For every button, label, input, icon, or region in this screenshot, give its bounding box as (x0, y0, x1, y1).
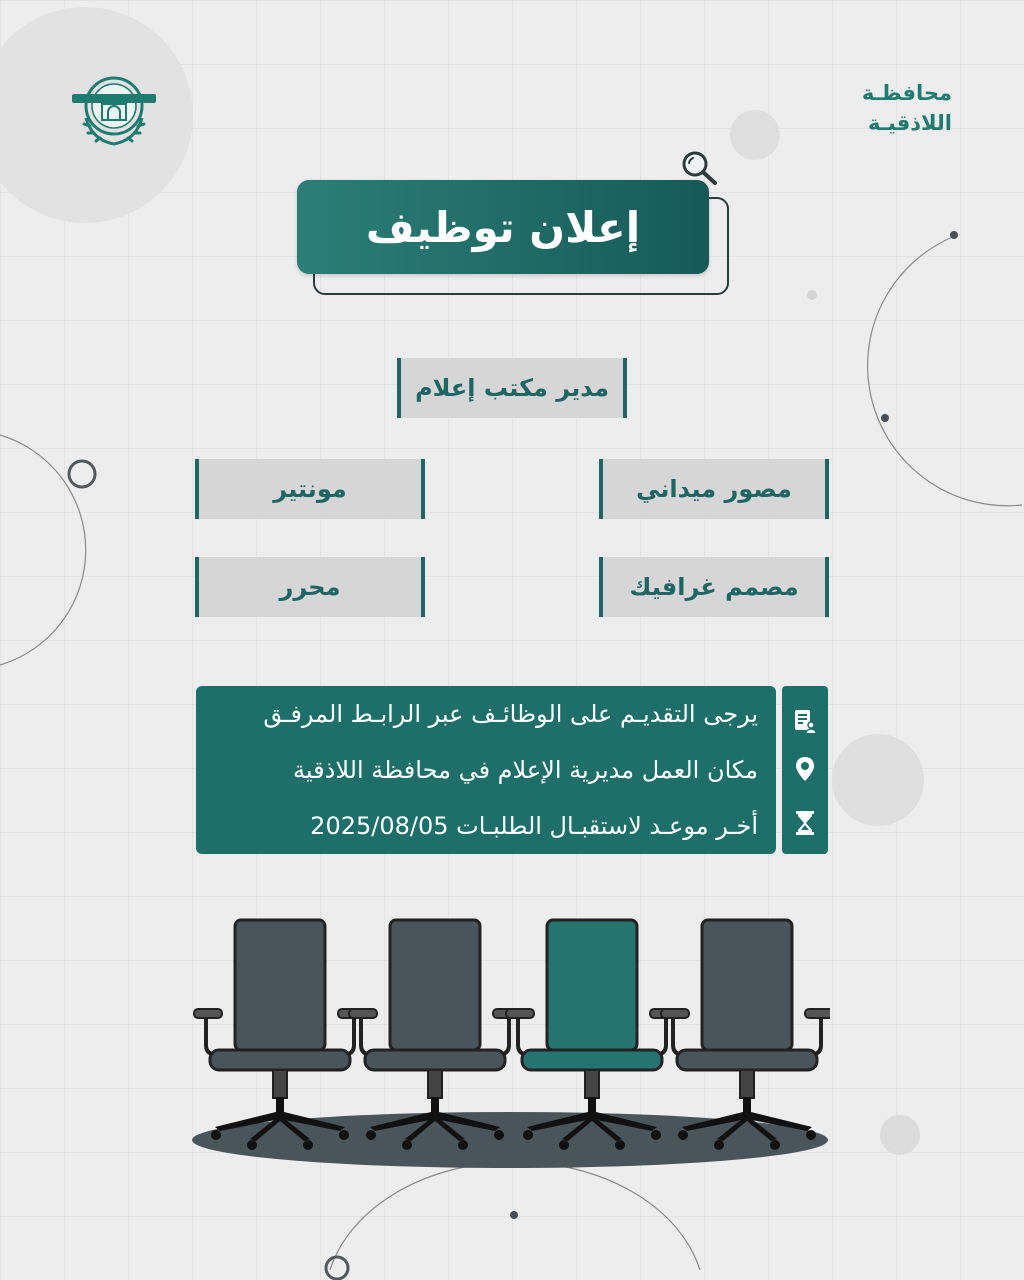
governorate-seal-icon (66, 68, 162, 152)
deco-arc-right (868, 236, 1022, 506)
job-editor (195, 557, 425, 617)
brand-line-1: محافظـة (861, 81, 952, 105)
job-label: مدير مكتب إعلام (415, 374, 609, 402)
office-chair (661, 920, 830, 1150)
application-deadline: أخـر موعـد لاستقبـال الطلبـات 2025/08/05 (310, 812, 758, 840)
job-label: مصمم غرافيك (629, 573, 799, 601)
search-icon (680, 150, 720, 190)
job-label: مونتير (273, 475, 347, 503)
info-icon-strip (782, 686, 828, 854)
hourglass-icon (792, 810, 818, 836)
info-panel (196, 686, 776, 854)
deco-dot-1 (730, 110, 780, 160)
deco-arc-node-1 (950, 231, 958, 239)
brand-text (862, 78, 952, 138)
deco-arc-node-3 (510, 1211, 518, 1219)
apply-instruction: يرجى التقديـم على الوظائـف عبر الرابـط المرفـق (263, 700, 758, 728)
deco-dot-4 (807, 290, 817, 300)
deco-ring-bottom (326, 1257, 348, 1279)
job-field-photographer (599, 459, 829, 519)
deco-dot-3 (880, 1115, 920, 1155)
page-title: إعلان توظيف (365, 202, 641, 252)
job-office-manager (397, 358, 627, 418)
deco-dot-2 (832, 734, 924, 826)
office-chairs-illustration (190, 905, 830, 1175)
brand-line-2: اللاذقيـة (867, 111, 952, 135)
deco-ring-left (69, 461, 95, 487)
document-user-icon (792, 708, 818, 734)
office-chair (194, 920, 366, 1150)
deco-arc-node-2 (881, 414, 889, 422)
title-banner (297, 180, 709, 274)
work-location: مكان العمل مديرية الإعلام في محافظة اللاذقية (293, 756, 758, 784)
job-label: مصور ميداني (636, 475, 792, 503)
deco-arc-left (0, 435, 86, 665)
job-label: محرر (279, 573, 341, 601)
job-graphic-designer (599, 557, 829, 617)
location-pin-icon (792, 756, 818, 782)
job-video-editor (195, 459, 425, 519)
